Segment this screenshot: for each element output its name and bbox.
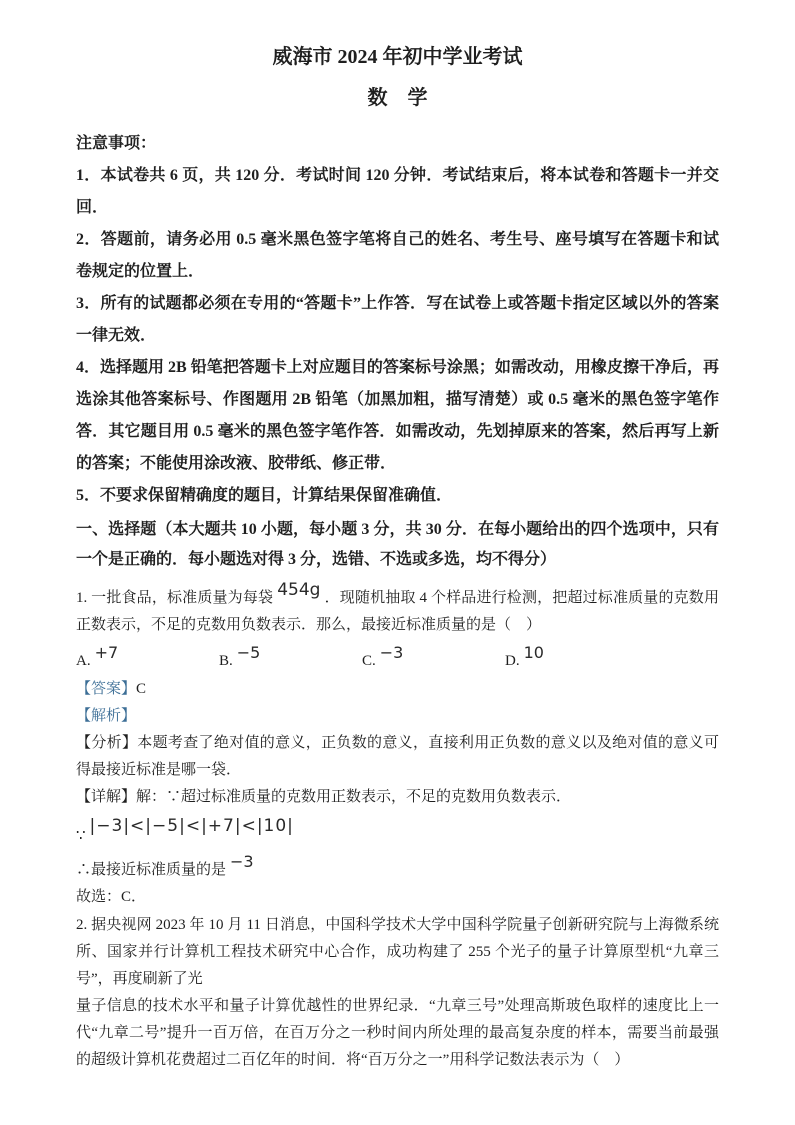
- q1-therefore-line: [76, 851, 719, 884]
- option-b-label: B.: [219, 653, 233, 669]
- q1-conclusion: 故选：C．: [76, 889, 147, 905]
- notice-item-1: 1．本试卷共 6 页，共 120 分．考试时间 120 分钟．考试结束后，将本试卷和答题卡一并交回．: [76, 167, 719, 216]
- q1-option-d: [505, 643, 648, 676]
- inequality-formula: |−3|<|−5|<|+7|<|10|: [89, 816, 294, 836]
- q1-inequality-line: [76, 811, 719, 851]
- answer-label: 【答案】: [76, 681, 137, 697]
- therefore-text: ∴最接近标准质量的是: [76, 862, 227, 878]
- notice-heading: 注意事项：: [76, 135, 157, 152]
- question-1: [76, 575, 719, 911]
- q1-fenxi-line: [76, 730, 719, 784]
- therefore-formula: −3: [230, 852, 254, 871]
- q1-stem-prefix: 1. 一批食品，标准质量为每袋: [76, 590, 274, 606]
- q1-options: [76, 643, 719, 676]
- exam-subject: 数 学: [367, 87, 428, 109]
- q1-option-a: [76, 643, 219, 676]
- q2-para-2: 量子信息的技术水平和量子计算优越性的世界纪录．“九章三号”处理高斯玻色取样的速度比上一代“九章二号”提升一百万倍，在百万分之一秒时间内所处理的最高复杂度的样本，需要当前最强的超级计算机花费超过二百亿年的时间．将“百万分之一”用科学记数法表示为（ ）: [76, 998, 719, 1068]
- exam-title: 威海市 2024 年初中学业考试: [272, 46, 523, 68]
- q1-jiexi-line: [76, 703, 719, 730]
- q1-answer-line: [76, 676, 719, 703]
- notice-section: [76, 128, 719, 512]
- xiangjie-text: 解：∵超过标准质量的克数用正数表示，不足的克数用负数表示．: [136, 789, 572, 805]
- option-d-label: D.: [505, 653, 520, 669]
- xiangjie-label: 【详解】: [76, 789, 137, 805]
- notice-item-2: 2．答题前，请务必用 0.5 毫米黑色签字笔将自己的姓名、考生号、座号填写在答题卡和试卷规定的位置上．: [76, 231, 719, 280]
- q1-option-c: [362, 643, 505, 676]
- question-2: [76, 912, 719, 1074]
- because-symbol: ∵: [76, 828, 86, 844]
- q1-xiangjie-line: [76, 784, 719, 811]
- option-c-value: −3: [379, 643, 404, 662]
- q1-stem: [76, 575, 719, 639]
- answer-value: C: [136, 681, 147, 697]
- option-b-value: −5: [236, 643, 261, 662]
- jiexi-label: 【解析】: [76, 708, 137, 724]
- notice-item-4: 4．选择题用 2B 铅笔把答题卡上对应题目的答案标号涂黑；如需改动，用橡皮擦干净后，再选涂其他答案标号、作图题用 2B 铅笔（加黑加粗，描写清楚）或 0.5 毫米的黑色签字笔作答．其它题目用 0.5 毫米的黑色签字笔作答．如需改动，先划掉原来的答案，然后再写上新的答案；不能使用涂改液、胶带纸、修正带．: [76, 359, 719, 472]
- fenxi-label: 【分析】: [76, 735, 138, 751]
- q1-formula-454g: 454g: [277, 580, 321, 600]
- q2-para-1: 2. 据央视网 2023 年 10 月 11 日消息，中国科学技术大学中国科学院量子创新研究院与上海微系统所、国家并行计算机工程技术研究中心合作，成功构建了 255 个光子的量子计算原型机“九章三号”，再度刷新了光: [76, 917, 719, 987]
- q1-option-b: [219, 643, 362, 676]
- option-a-label: A.: [76, 653, 91, 669]
- q1-stem-suffix: ．现随机抽取 4 个样品进行检测，把超过标准质量的克数用正数表示，不足的克数用负数表示．那么，最接近标准质量的是（ ）: [76, 590, 719, 633]
- fenxi-text: 本题考查了绝对值的意义，正负数的意义，直接利用正负数的意义以及绝对值的意义可得最接近标准是哪一袋．: [76, 735, 719, 778]
- notice-item-5: 5．不要求保留精确度的题目，计算结果保留准确值．: [76, 487, 453, 504]
- option-d-value: 10: [523, 643, 544, 662]
- option-c-label: C.: [362, 653, 376, 669]
- option-a-value: +7: [94, 643, 119, 662]
- notice-item-3: 3．所有的试题都必须在专用的“答题卡”上作答．写在试卷上或答题卡指定区域以外的答案一律无效．: [76, 295, 719, 344]
- section-one-heading: 一、选择题（本大题共 10 小题，每小题 3 分，共 30 分．在每小题给出的四个选项中，只有一个是正确的．每小题选对得 3 分，选错、不选或多选，均不得分）: [76, 521, 719, 568]
